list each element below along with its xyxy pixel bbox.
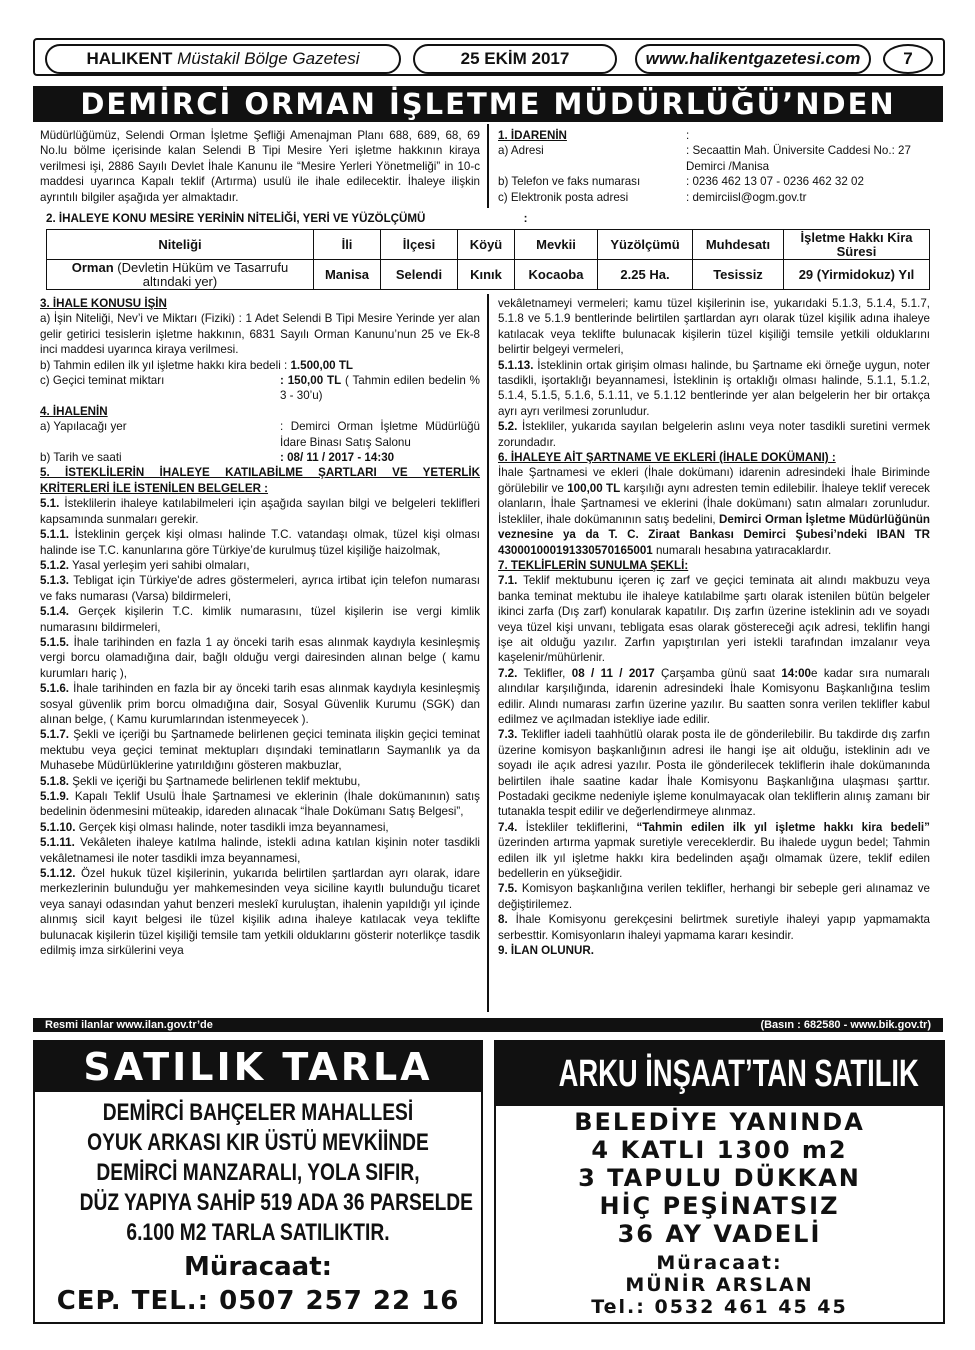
ad-left-line-1: DEMİRCİ BAHÇELER MAHALLESİ — [102, 1099, 414, 1126]
paper-name: HALIKENT — [86, 49, 173, 68]
s4-heading: 4. İHALENİN — [40, 404, 108, 418]
requirement-item — [40, 789, 480, 820]
s3-a: a) İşin Niteliği, Nev’i ve Miktarı (Fiziki) : 1 Adet Selendi B Tipi Mesire Yerinde yer alan gelir getirici tesislerin işletme hakkının, 6831 Sayılı Orman Kanunu’nun 25 ve Ek-8 inci maddesi uyarınca kiraya verilmesi. — [40, 312, 480, 357]
requirement-number: 5.1.4. — [40, 605, 70, 619]
s6-heading: 6. İHALEYE AİT ŞARTNAME VE EKLERİ (İHALE DOKÜMANI) : — [498, 451, 836, 465]
td-yuzolcumu: 2.25 Ha. — [598, 260, 693, 290]
idare-address-label: a) Adresi — [498, 144, 544, 158]
s6-fee: 100,00 TL — [567, 481, 621, 495]
item-7-1-number: 7.1. — [498, 574, 518, 588]
right-column — [498, 296, 930, 958]
s3-b-value: 1.500,00 TL — [290, 358, 353, 372]
requirement-number: 5.1.12. — [40, 867, 76, 881]
item-9: 9. İLAN OLUNUR. — [498, 944, 594, 958]
td-kira-suresi: 29 (Yirmidokuz) Yıl — [784, 260, 930, 290]
item-7-4 — [498, 820, 930, 882]
requirement-item — [40, 573, 480, 604]
requirement-text: Özel hukuk tüzel kişilerinin, yukarıda belirtilen şartlardan ayrı olarak, idare merkezlerinin bulunduğu yer mahkemesinden veya siciline kayıtlı bulunduğu ticaret veya sanayi odasından yahut benzeri meslekî kuruluştan, ihalenin yapıldığı yıl içinde alınmış sicil kayıt belgesi ile tüzel kişilik adına ihaleye katılacak veya teklifte bulunacak kişilerin tüzel kişiliği temsile tam yetkili olduklarını gösterir noterlikçe tasdik edilmiş imza sirkülerini veya — [40, 867, 480, 958]
th-koyu: Köyü — [458, 230, 515, 260]
s4-b — [40, 450, 480, 465]
requirement-item — [40, 774, 480, 789]
ad-right-body — [496, 1108, 943, 1248]
item-7-4-number: 7.4. — [498, 820, 518, 834]
ad-left-line-2: OYUK ARKASI KIR ÜSTÜ MEVKİİNDE — [87, 1129, 429, 1156]
requirement-text: Şekli ve içeriği bu Şartnamede belirlenen geçici teminata ilişkin geçici teminat mektubu veya geçici teminat mektupları dışındaki teminatların Saymanlık ya da Muhasebe Müdürlüklerine yatırıldığını gösteren makbuzlar, — [40, 728, 480, 773]
left-column — [40, 296, 480, 958]
requirement-item — [40, 604, 480, 635]
td-ili: Manisa — [314, 260, 381, 290]
item-7-1-text: Teklif mektubunu içeren iç zarf ve geçici teminata ait alındı makbuzu veya banka teminat mektubu ile ihaleye katılabilme şartı olarak istenilen bütün belgeler ikinci zarfa (Dış zarf) konularak kapatılır. Dış zarfın üzerine isteklinin adı ve soyadı veya tüzel kişi unvanı, tebligata esas olarak göstereceği açık adresi, teklifin hangi işe ait olduğu yazılır. Zarfın yapıştırılan yeri istekli tarafından imzalanır veya kaşelenir/mühürlenir. — [498, 574, 930, 665]
requirement-number: 5.1.11. — [40, 836, 75, 850]
s4-a-label: a) Yapılacağı yer — [40, 420, 127, 434]
requirement-text: Tebligat için Türkiye'de adres göstermeleri, ayrıca irtibat için telefon numarası ve faks numarası (Varsa) bildirmeleri, — [40, 574, 480, 603]
s5-items — [40, 496, 480, 958]
s4-a — [40, 419, 480, 450]
footer-strip — [33, 1018, 943, 1032]
item-5-2 — [498, 419, 930, 450]
s4-b-label: b) Tarih ve saati — [40, 451, 122, 465]
requirement-text: Vekâleten ihaleye katılma halinde, istekli adına katılan kişinin noter tasdikli vekâletnamesi ile noter tasdikli imza beyannamesi, — [40, 836, 480, 865]
item-8-number: 8. — [498, 913, 508, 927]
th-muhdesati: Muhdesatı — [693, 230, 784, 260]
item-7-5-number: 7.5. — [498, 882, 518, 896]
ad-left-title: SATILIK TARLA — [35, 1042, 481, 1092]
idare-email: : demirciisl@ogm.gov.tr — [686, 190, 807, 204]
idare-phone-label: b) Telefon ve faks numarası — [498, 175, 641, 189]
requirement-item — [40, 866, 480, 958]
ad-right-phone: Tel.: 0532 461 45 45 — [591, 1296, 848, 1318]
requirement-text: İhale tarihinden en fazla 1 ay önceki tarih esas alınmak kaydıyla kesinleşmiş vergi borcu olamadığına dair, bağlı olduğu vergi dairesinden alınan belge ( kamu kurumları hariç ), — [40, 635, 480, 680]
item-7-3-text: Teklifler iadeli taahhütlü olarak posta ile de gönderilebilir. Bu takdirde dış zarfın üzerine komisyon başkanlığının adresi ile hangi işe ait olduğu, isteklinin adı ve soyadı ile açık adresi yazılır. Posta ile gönderilecek tekliflerin ihale dokümanında belirtilen ihale saatine kadar İhale Komisyonu Başkanlığına ulaşması şarttır. Postadaki gecikme nedeniyle işleme konulmayacak olan tekliflerin alınış zamanı bir tutanakla tespit edilir ve değerlendirmeye alınmaz. — [498, 728, 930, 819]
th-mevkii: Mevkii — [515, 230, 598, 260]
td-niteligi — [47, 260, 314, 290]
idare-email-label: c) Elektronik posta adresi — [498, 190, 629, 204]
notice-banner: DEMİRCİ ORMAN İŞLETME MÜDÜRLÜĞÜ’NDEN — [33, 86, 943, 122]
td-muhdesati: Tesissiz — [693, 260, 784, 290]
ad-left-line-4: DÜZ YAPIYA SAHİP 519 ADA 36 PARSELDE — [79, 1189, 473, 1216]
requirement-item — [40, 635, 480, 681]
requirement-number: 5.1.8. — [40, 774, 70, 788]
s3-heading: 3. İHALE KONUSU İŞİN — [40, 297, 167, 310]
requirement-text: Kapalı Teklif Usulü İhale Şartnamesi ve eklerinin (İhale dokümanının) satış bedelinin ödenmesini müteakip, idareden alınacak “İhale Dokümanı Satış Belgesi”, — [40, 790, 480, 819]
item-7-2 — [498, 666, 930, 728]
th-ilcesi: İlçesi — [381, 230, 458, 260]
th-kira-suresi: İşletme Hakkı Kira Süresi — [784, 230, 930, 260]
item-7-4-quote: “Tahmin edilen ilk yıl işletme hakkı kira bedeli” — [636, 820, 930, 834]
requirement-item — [40, 681, 480, 727]
ad-left-body — [35, 1098, 481, 1248]
ad-right-contact-label: Müracaat: — [656, 1252, 783, 1274]
column-divider-main — [487, 294, 489, 1012]
page-number: 7 — [883, 44, 933, 74]
requirement-item — [40, 820, 480, 835]
requirement-number: 5.1.10. — [40, 820, 76, 834]
ad-left-line-3: DEMİRCİ MANZARALI, YOLA SIFIR, — [96, 1159, 420, 1186]
td-niteligi-rest: (Devletin Hüküm ve Tasarrufu altındaki yer) — [117, 259, 289, 289]
item-7-2-time: 14:00 — [781, 666, 811, 680]
s3-c-label: c) Geçici teminat miktarı — [40, 374, 165, 388]
item-5-1-13-text: İsteklinin ortak girişim olması halinde, bu Şartname eki örneğe uygun, noter tasdikli, işortaklığı beyannamesi, İsteklinin iş ortaklığı olması halinde, 5.1.1, 5.1.2, 5.1.4, 5.1.5, 5.1.6, 5.1.11, ve 5.1.12 bentlerinde yer alan belgelerin her bir ortakça ayrı ayrı verilmesi zorunludur. — [498, 358, 930, 418]
ad-arku-insaat — [494, 1040, 945, 1324]
s6-p3: numaralı hesabına yatıracaklardır. — [655, 543, 832, 557]
ad-right-line-3: 3 TAPULU DÜKKAN — [578, 1164, 861, 1192]
requirement-number: 5.1.5. — [40, 635, 70, 649]
column-divider — [487, 124, 489, 208]
property-table — [46, 229, 930, 290]
item-8-text: İhale Komisyonu gerekçesini belirtmek suretiyle ihaleyi yapıp yapmamakta serbesttir. Komisyonların ihaleyi yapmama kararı kesindir. — [498, 913, 931, 942]
requirement-item — [40, 727, 480, 773]
th-niteligi: Niteliği — [47, 230, 314, 260]
requirement-number: 5.1.2. — [40, 558, 70, 572]
s4-a-value: : Demirci Orman İşletme Müdürlüğü İdare Binası Satış Salonu — [280, 420, 480, 449]
section2-title: 2. İHALEYE KONU MESİRE YERİNİN NİTELİĞİ, YERİ VE YÜZÖLÇÜMÜ — [46, 212, 426, 225]
item-5-2-text: İstekliler, yukarıda sayılan belgelerin aslını veya noter tasdikli suretini vermek zorundadır. — [498, 420, 930, 449]
td-niteligi-bold: Orman — [71, 259, 114, 275]
section2-heading — [46, 211, 606, 226]
s6-p2: karşılığı aynı adresten temin edilebilir. İhaleye teklif verecek olanların, İhale Şartnamesi ve eklerini (İhale dokümanı) satın almaları zorunludur. İstekliler, ihale dokümanının satış bedelini, — [498, 481, 930, 526]
s7-heading: 7. TEKLİFLERİN SUNULMA ŞEKLİ: — [498, 558, 689, 572]
td-koyu: Kınık — [458, 260, 515, 290]
footer-strip-right[interactable]: (Basın : 682580 - www.bik.gov.tr) — [760, 1019, 931, 1031]
idare-block — [498, 128, 930, 205]
requirement-text: İsteklinin gerçek kişi olması halinde T.C. vatandaşı olmak, tüzel kişi olması halinde ise T.C. kanunlarına göre Türkiye’de kurulmuş tüzel kişiliğe haizolmak, — [40, 528, 480, 557]
ad-right-name: MÜNİR ARSLAN — [625, 1274, 814, 1296]
item-7-3-number: 7.3. — [498, 728, 518, 742]
item-7-2-date: 08 / 11 / 2017 — [571, 666, 655, 680]
ad-right-line-4: HİÇ PEŞİNATSIZ — [599, 1192, 840, 1220]
requirement-text: İsteklilerin ihaleye katılabilmeleri için aşağıda sayılan bilgi ve belgeleri teklifleri kapsamında sunmaları gerekir. — [40, 497, 480, 526]
item-7-2-b: Çarşamba günü saat — [661, 666, 775, 680]
ad-right-line-5: 36 AY VADELİ — [617, 1220, 822, 1248]
website-link[interactable]: www.halikentgazetesi.com — [635, 44, 871, 74]
s3-b-label: b) Tahmin edilen ilk yıl işletme hakkı kira bedeli : — [40, 358, 288, 372]
requirement-item — [40, 527, 480, 558]
requirement-item — [40, 558, 480, 573]
item-8 — [498, 912, 930, 943]
s5-heading: 5. İSTEKLİLERİN İHALEYE KATILABİLME ŞARTLARI VE YETERLİK KRİTERLERİ İLE İSTENİLEN BELGELER : — [40, 466, 480, 495]
requirement-item — [40, 496, 480, 527]
ad-left-line-5: 6.100 M2 TARLA SATILIKTIR. — [126, 1219, 390, 1246]
item-7-5 — [498, 881, 930, 912]
ad-left-phone: CEP. TEL.: 0507 257 22 16 — [56, 1286, 460, 1316]
requirement-text: İhale tarihinden en fazla bir ay önceki tarih esas alınmak kaydıyla kesinleşmiş sosyal güvenlik prim borcu olmadığına dair, Sosyal Güvenlik Kurumu (SGK) dan alınan belge, ( Kamu kurumlarından istenmeyecek ). — [40, 682, 480, 726]
s3-c-value-rest: ( Tahmin edilen bedelin % 3 - 30’u) — [280, 374, 480, 403]
paper-title — [45, 44, 401, 74]
requirement-number: 5.1.9. — [40, 790, 70, 803]
s6-p1: İhale Şartnamesi ve ekleri (İhale dokümanı) idarenin adresindeki İhale Biriminde görülebilir ve — [498, 466, 930, 495]
s6-text — [498, 465, 930, 557]
item-7-2-c: e kadar sıra numaralı alındılar karşılığında, idarenin adresindeki İhale Komisyonu Başkanlığına teslim edilir. Alındı numarası zarfın üzerine yazılır. Bu saatten sonra verilen teklifler kabul edilmez ve açılmadan istekliye iade edilir. — [498, 666, 930, 726]
requirement-number: 5.1.3. — [40, 574, 70, 588]
ad-right-line-1: BELEDİYE YANINDA — [574, 1108, 865, 1136]
requirement-number: 5.1.1. — [40, 528, 70, 542]
requirement-text: Gerçek kişi olması halinde, noter tasdikli imza beyannamesi, — [78, 820, 389, 834]
idare-heading-colon: : — [686, 129, 690, 142]
requirement-text: Şekli ve içeriği bu Şartnamede belirlenen teklif mektubu, — [72, 774, 361, 788]
item-7-4-b: üzerinden artırma yapmak suretiyle vereceklerdir. Bu ihalede uygun bedel; Tahmin edilen ilk yıl işletme hakkı kira bedelinden aşağı olmamak üzere, teklif edilen bedellerin en yükseğidir. — [498, 836, 930, 881]
r-cont: vekâletnameyi vermeleri; kamu tüzel kişilerinin ise, yukarıdaki 5.1.3, 5.1.4, 5.1.7, 5.1.8 ve 5.1.9 bentlerinde belirtilen şartlardan ayrı olarak tüzel kişilik adına ihaleye katılacak veya teklifte bulunacak kişilerin tüzel kişiliği temsile yetkili olduklarını belirtir belgeyi vermeleri, — [498, 297, 930, 357]
masthead-bar — [33, 38, 945, 76]
requirement-number: 5.1.7. — [40, 728, 70, 742]
idare-heading: 1. İDARENİN — [498, 129, 567, 142]
requirement-text: Gerçek kişilerin T.C. kimlik numarasını, tüzel kişilerin ise vergi kimlik numarasını bildirmeleri, — [40, 605, 480, 634]
item-5-2-number: 5.2. — [498, 420, 518, 434]
footer-strip-left[interactable]: Resmi ilanlar www.ilan.gov.tr’de — [45, 1019, 213, 1031]
s3-c-value — [280, 373, 480, 404]
item-7-2-a: Teklifler, — [523, 666, 566, 680]
item-5-1-13-number: 5.1.13. — [498, 358, 534, 372]
requirement-item — [40, 835, 480, 866]
td-mevkii: Kocaoba — [515, 260, 598, 290]
idare-address: : Secaattin Mah. Üniversite Caddesi No.: 27 Demirci /Manisa — [686, 144, 911, 173]
s3-c-value-bold: : 150,00 TL — [280, 374, 342, 388]
td-ilcesi: Selendi — [381, 260, 458, 290]
item-7-3 — [498, 727, 930, 819]
requirement-number: 5.1.6. — [40, 682, 70, 696]
item-7-5-text: Komisyon başkanlığına verilen teklifler, herhangi bir sebeple geri alınamaz ve değiştirilemez. — [498, 882, 930, 911]
th-ili: İli — [314, 230, 381, 260]
ad-right-title-bar — [496, 1042, 943, 1106]
paper-subtitle: Müstakil Bölge Gazetesi — [177, 49, 360, 68]
requirement-text: Yasal yerleşim yeri sahibi olmaları, — [72, 558, 250, 572]
item-7-4-a: İstekliler tekliflerini, — [525, 820, 629, 834]
s3-c — [40, 373, 480, 404]
issue-date: 25 EKİM 2017 — [413, 44, 617, 74]
ad-right-line-2: 4 KATLI 1300 m2 — [591, 1136, 848, 1164]
ad-right-title: ARKU İNŞAAT’TAN SATILIK — [558, 1053, 919, 1095]
ad-satilik-tarla — [33, 1040, 483, 1324]
item-7-2-number: 7.2. — [498, 666, 518, 680]
item-7-1 — [498, 573, 930, 665]
section2-colon: : — [523, 212, 528, 225]
item-5-1-13 — [498, 358, 930, 420]
ad-left-contact-label: Müracaat: — [183, 1252, 333, 1282]
s3-b — [40, 358, 480, 373]
intro-paragraph: Müdürlüğümüz, Selendi Orman İşletme Şefliği Amenajman Planı 688, 689, 68, 69 No.lu bölme içerisinde kalan Selendi B Tipi Mesire Yeri işletme hakkının kiraya verilmesi işi, 2886 Sayılı Devlet İhale Kanunu ile “Mesire Yerleri Yönetmeliği” in 10-c maddesi uyarınca Kapalı teklif (Artırma) usulü ile ihale edilecektir. İhaleye ilişkin ayrıntılı bilgiler aşağıda yer almaktadır. — [40, 129, 480, 204]
th-yuzolcumu: Yüzölçümü — [598, 230, 693, 260]
requirement-number: 5.1. — [40, 497, 60, 511]
s6-bank: Demirci Orman İşletme Müdürlüğünün veznesine ya da T. C. Ziraat Bankası Demirci Şubesi’ndeki IBAN TR 430001000191330570165001 — [498, 512, 930, 557]
idare-phone: : 0236 462 13 07 - 0236 462 32 02 — [686, 175, 864, 189]
s4-b-value: : 08/ 11 / 2017 - 14:30 — [280, 451, 395, 465]
